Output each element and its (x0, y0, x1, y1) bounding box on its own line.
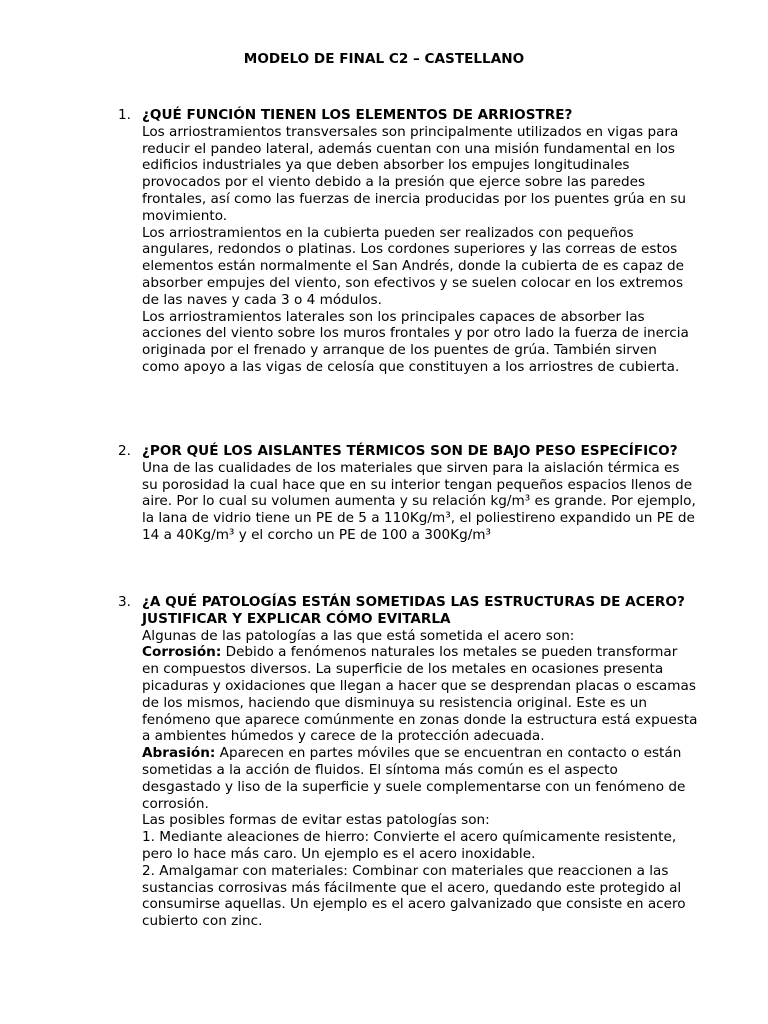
prevention-method-2: 2. Amalgamar con materiales: Combinar con materiales que reaccionen a las sustancias corrosivas más fácilmente que el acero, quedando este protegido al consumirse aquellas. Un ejemplo es el acero galvanizado que consiste en acero cubierto con zinc. (142, 862, 686, 930)
answer-paragraph: Los arriostramientos laterales son los principales capaces de absorber las acciones del viento sobre los muros frontales y por otro lado la fuerza de inercia originada por el frenado y arranque de los puentes de grúa. También sirven como apoyo a las vigas de celosía que constituyen a los arriostres de cubierta. (142, 308, 689, 375)
question-body (142, 107, 698, 376)
corrosion-term: Corrosión: (142, 644, 222, 661)
answer-paragraph: Una de las cualidades de los materiales que sirven para la aislación térmica es su porosidad la cual hace que en su interior tengan pequeños espacios llenos de aire. Por lo cual su volumen aumenta y su relación kg/m³ es grande. Por ejemplo, la lana de vidrio tiene un PE de 5 a 110Kg/m³, el poliestireno expandido un PE de 14 a 40Kg/m³ y el corcho un PE de 100 a 300Kg/m³ (142, 459, 696, 543)
question-body (142, 594, 698, 930)
corrosion-text: Debido a fenómenos naturales los metales se pueden transformar en compuestos diversos. La superficie de los metales en ocasiones presenta picaduras y oxidaciones que llegan a hacer que se desprendan placas o escamas de los mismos, haciendo que disminuya su resistencia original. Este es un fenómeno que aparece comúnmente en zonas donde la estructura está expuesta a ambientes húmedos y carece de la protección adecuada. (142, 644, 698, 745)
answer-paragraph: Los arriostramientos en la cubierta pueden ser realizados con pequeños angulares, redondos o platinas. Los cordones superiores y las correas de estos elementos están normalmente el San Andrés, donde la cubierta de es capaz de absorber empujes del viento, son efectivos y se suelen colocar en los extremos de las naves y cada 3 o 4 módulos. (142, 224, 684, 308)
corrosion-paragraph (142, 644, 698, 745)
answer-paragraph: Los arriostramientos transversales son principalmente utilizados en vigas para reducir el pandeo lateral, además cuentan con una misión fundamental en los edificios industriales ya que deben absorber los empujes longitudinales provocados por el viento debido a la presión que ejerce sobre las paredes frontales, así como las fuerzas de inercia producidas por los puentes grúa en su movimiento. (142, 123, 686, 224)
question-1 (118, 107, 698, 376)
question-title: ¿QUÉ FUNCIÓN TIENEN LOS ELEMENTOS DE ARRIOSTRE? (142, 107, 573, 123)
abrasion-paragraph (142, 745, 698, 812)
abrasion-term: Abrasión: (142, 745, 216, 762)
question-2 (118, 443, 698, 544)
prevention-method-1: 1. Mediante aleaciones de hierro: Convierte el acero químicamente resistente, pero lo hace más caro. Un ejemplo es el acero inoxidable. (142, 829, 677, 862)
question-number: 1. (118, 107, 131, 123)
question-3 (118, 594, 698, 930)
document-title: MODELO DE FINAL C2 – CASTELLANO (243, 51, 525, 67)
question-number: 3. (118, 594, 131, 610)
abrasion-text: Aparecen en partes móviles que se encuentran en contacto o están sometidas a la acción de fluidos. El síntoma más común es el aspecto desgastado y liso de la superficie y suele complementarse con un fenómeno de corrosión. (142, 745, 686, 812)
question-number: 2. (118, 443, 131, 459)
prevention-intro: Las posibles formas de evitar estas patologías son: (142, 812, 490, 829)
answer-intro: Algunas de las patologías a las que está sometida el acero son: (142, 627, 575, 644)
question-title: ¿A QUÉ PATOLOGÍAS ESTÁN SOMETIDAS LAS ESTRUCTURAS DE ACERO? JUSTIFICAR Y EXPLICAR CÓMO EVITARLA (142, 594, 685, 627)
question-body (142, 443, 698, 544)
question-title: ¿POR QUÉ LOS AISLANTES TÉRMICOS SON DE BAJO PESO ESPECÍFICO? (142, 443, 678, 459)
